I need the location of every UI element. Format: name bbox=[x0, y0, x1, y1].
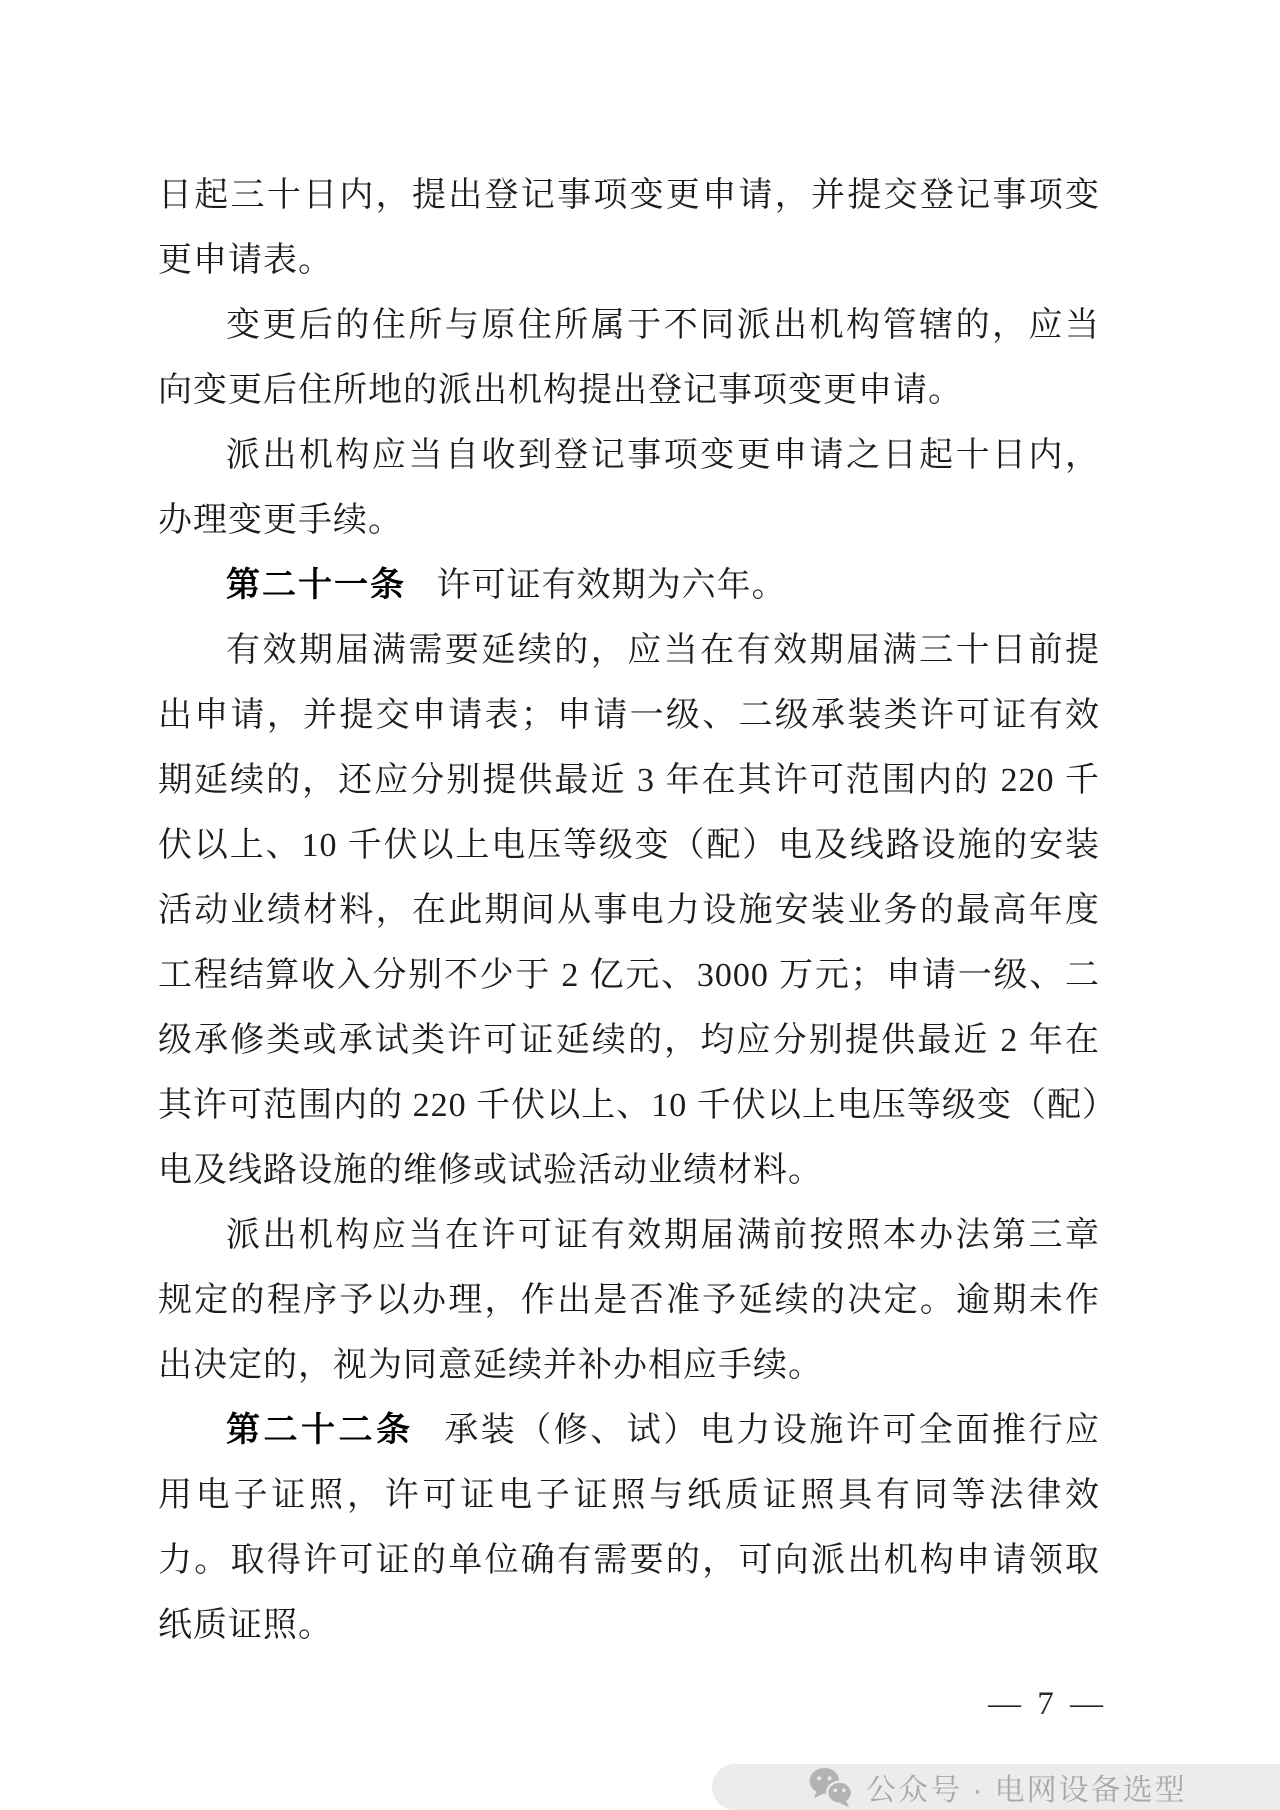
article-number: 第二十一条 bbox=[226, 566, 406, 604]
paragraph-text: 承装（修、试）电力设施许可全面推行应用电子证照，许可证电子证照与纸质证照具有同等法律效力。取得许可证的单位确有需要的，可向派出机构申请领取纸质证照。 bbox=[158, 1412, 1101, 1644]
paragraph-text: 日起三十日内，提出登记事项变更申请，并提交登记事项变更申请表。 bbox=[158, 177, 1100, 279]
paragraph bbox=[158, 163, 1100, 293]
watermark-text: 公众号 · 电网设备选型 bbox=[866, 1774, 1187, 1807]
paragraph bbox=[158, 618, 1100, 1203]
paragraph bbox=[158, 1203, 1100, 1398]
wechat-icon bbox=[808, 1767, 854, 1807]
paragraph-text: 派出机构应当自收到登记事项变更申请之日起十日内，办理变更手续。 bbox=[158, 437, 1100, 539]
page-number: — 7 — bbox=[988, 1686, 1107, 1722]
article-number: 第二十二条 bbox=[226, 1411, 414, 1449]
paragraph-text: 许可证有效期为六年。 bbox=[436, 567, 787, 604]
paragraph-text: 有效期届满需要延续的，应当在有效期届满三十日前提出申请，并提交申请表；申请一级、二级承装类许可证有效期延续的，还应分别提供最近 3 年在其许可范围内的 220 千伏以上、10 千伏以上电压等级变（配）电及线路设施的安装活动业绩材料，在此期间从事电力设施安装业务的最高年度工程结算收入分别不少于 2 亿元、3000 万元；申请一级、二级承修类或承试类许可证延续的，均应分别提供最近 2 年在其许可范围内的 220 千伏以上、10 千伏以上电压等级变（配）电及线路设施的维修或试验活动业绩材料。 bbox=[158, 632, 1100, 1189]
paragraph bbox=[158, 553, 1100, 618]
paragraph bbox=[158, 293, 1100, 423]
watermark-bar bbox=[712, 1764, 1280, 1810]
paragraph-text: 派出机构应当在许可证有效期届满前按照本办法第三章规定的程序予以办理，作出是否准予延续的决定。逾期未作出决定的，视为同意延续并补办相应手续。 bbox=[158, 1217, 1100, 1384]
paragraph-text: 变更后的住所与原住所属于不同派出机构管辖的，应当向变更后住所地的派出机构提出登记事项变更申请。 bbox=[158, 307, 1100, 409]
paragraph bbox=[158, 1398, 1100, 1658]
paragraph bbox=[158, 423, 1100, 553]
